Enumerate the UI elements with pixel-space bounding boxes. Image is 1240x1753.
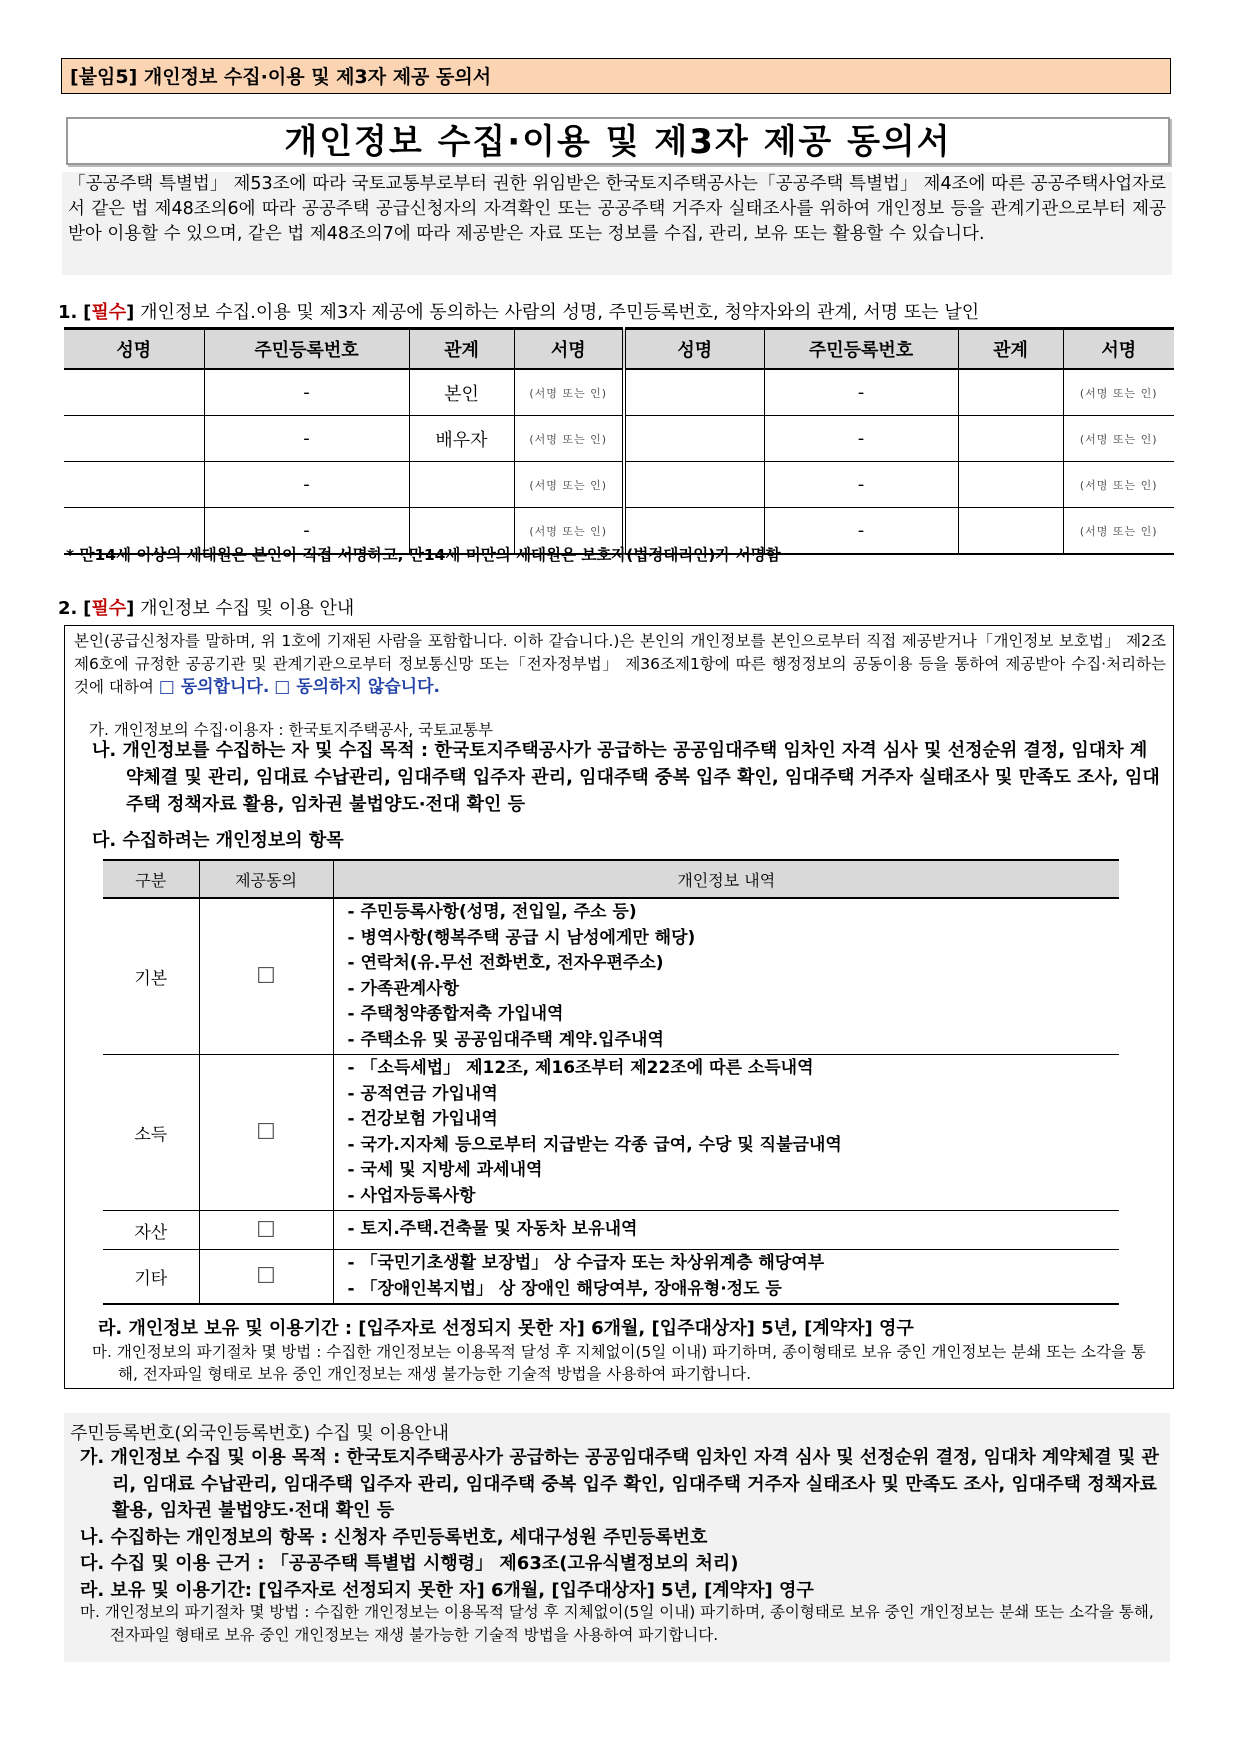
section1-title: 개인정보 수집.이용 및 제3자 제공에 동의하는 사람의 성명, 주민등록번호, 청약자와의 관계, 서명 또는 날인 <box>140 302 980 323</box>
header-name: 성명 <box>64 329 204 370</box>
section2-item-ma <box>92 1341 1164 1385</box>
relation-cell[interactable] <box>409 462 514 508</box>
relation-cell[interactable] <box>958 416 1063 462</box>
header-category: 구분 <box>103 860 199 898</box>
header-relation: 관계 <box>409 329 514 370</box>
section2-heading: 2. [필수] 개인정보 수집 및 이용 안내 <box>58 598 355 619</box>
table-row <box>103 1055 1119 1211</box>
table-header-row <box>103 860 1119 898</box>
signature-cell[interactable]: (서명 또는 인) <box>514 369 624 416</box>
rrn-cell[interactable]: - <box>204 369 409 416</box>
rrn-item-na: 나. 수집하는 개인정보의 항목 : 신청자 주민등록번호, 세대구성원 주민등록번호 <box>80 1526 708 1548</box>
section2-item-ra: 라. 개인정보 보유 및 이용기간 : [입주자로 선정되지 못한 자] 6개월, [입주대상자] 5년, [계약자] 영구 <box>98 1318 914 1339</box>
consent-checkbox[interactable]: ☐ <box>199 1250 333 1305</box>
table-row <box>64 369 1174 416</box>
table-row <box>64 416 1174 462</box>
rrn-cell[interactable]: - <box>204 462 409 508</box>
signature-cell[interactable]: (서명 또는 인) <box>514 462 624 508</box>
list-item: - 토지.주택.건축물 및 자동차 보유내역 <box>347 1219 638 1240</box>
rrn-cell[interactable]: - <box>204 416 409 462</box>
details-cell <box>333 1250 1119 1305</box>
agree-checkbox[interactable]: □ 동의합니다. <box>158 677 270 697</box>
header-rrn: 주민등록번호 <box>764 329 958 370</box>
header-relation: 관계 <box>958 329 1063 370</box>
relation-cell[interactable] <box>958 462 1063 508</box>
table-header-row <box>64 329 1174 370</box>
section2-item-ma-text: 마. 개인정보의 파기절차 몇 방법 : 수집한 개인정보는 이용목적 달성 후 지체없이(5일 이내) 파기하며, 종이형태로 보유 중인 개인정보는 분쇄 또는 소각을 통해, 전자파일 형태로 보유 중인 개인정보는 재생 불가능한 기술적 방법을 사용하여 파기합니다. <box>92 1343 1146 1383</box>
section2-title: 개인정보 수집 및 이용 안내 <box>140 598 355 619</box>
section1-heading <box>58 298 979 324</box>
consent-checkbox[interactable]: ☐ <box>199 1055 333 1211</box>
header-rrn: 주민등록번호 <box>204 329 409 370</box>
signature-cell[interactable]: (서명 또는 인) <box>1063 416 1174 462</box>
table-row <box>103 898 1119 1055</box>
rrn-cell[interactable]: - <box>204 508 409 555</box>
list-item: - 병역사항(행복주택 공급 시 남성에게만 해당) <box>347 927 696 948</box>
rrn-cell[interactable]: - <box>764 369 958 416</box>
list-item: - 국가.지자체 등으로부터 지급받는 각종 급여, 수당 및 직불금내역 <box>347 1134 842 1155</box>
relation-cell[interactable] <box>958 369 1063 416</box>
intro-paragraph: 「공공주택 특별법」 제53조에 따라 국토교통부로부터 권한 위임받은 한국토지주택공사는「공공주택 특별법」 제4조에 따른 공공주택사업자로서 같은 법 제48조의6에 따라 공공주택 공급신청자의 자격확인 또는 공공주택 거주자 실태조사를 위하여 개인정보 등을 관계기관으로부터 제공받아 이용할 수 있으며, 같은 법 제48조의7에 따라 제공받은 자료 또는 정보를 수집, 관리, 보유 또는 활용할 수 있습니다. <box>62 172 1172 275</box>
rrn-item-ma-text: 마. 개인정보의 파기절차 몇 방법 : 수집한 개인정보는 이용목적 달성 후 지체없이(5일 이내) 파기하며, 종이형태로 보유 중인 개인정보는 분쇄 또는 소각을 통해, 전자파일 형태로 보유 중인 개인정보는 재생 불가능한 기술적 방법을 사용하여 파기합니다. <box>80 1603 1154 1644</box>
rrn-item-da: 다. 수집 및 이용 근거 : 「공공주택 특별법 시행령」 제63조(고유식별정보의 처리) <box>80 1553 739 1574</box>
header-signature: 서명 <box>514 329 624 370</box>
rrn-item-ma <box>80 1601 1166 1647</box>
category-cell: 기본 <box>103 898 199 1055</box>
list-item: - 「국민기초생활 보장법」 상 수급자 또는 차상위계층 해당여부 <box>347 1253 825 1273</box>
personal-info-items-table <box>103 859 1119 1305</box>
list-item: - 「장애인복지법」 상 장애인 해당여부, 장애유형·정도 등 <box>347 1278 782 1299</box>
signature-cell[interactable]: (서명 또는 인) <box>514 508 624 555</box>
bracket-open: [ <box>83 302 92 323</box>
signature-cell[interactable]: (서명 또는 인) <box>1063 462 1174 508</box>
list-item: - 사업자등록사항 <box>347 1185 476 1206</box>
required-tag: 필수 <box>91 302 127 323</box>
name-cell[interactable] <box>624 416 764 462</box>
section1-number: 1. <box>58 302 78 323</box>
attachment-label: [붙임5] 개인정보 수집·이용 및 제3자 제공 동의서 <box>61 58 1171 94</box>
name-cell[interactable] <box>624 462 764 508</box>
table-row <box>64 462 1174 508</box>
relation-cell[interactable]: 배우자 <box>409 416 514 462</box>
disagree-checkbox[interactable]: □ 동의하지 않습니다. <box>274 677 440 697</box>
consent-signature-table <box>64 327 1174 555</box>
details-cell <box>333 1055 1119 1211</box>
section2-item-na <box>92 737 1162 818</box>
list-item: - 주민등록사항(성명, 전입일, 주소 등) <box>347 902 637 922</box>
category-cell: 소득 <box>103 1055 199 1211</box>
consent-checkbox[interactable]: ☐ <box>199 1211 333 1250</box>
rrn-item-ra: 라. 보유 및 이용기간: [입주자로 선정되지 못한 자] 6개월, [입주대상자] 5년, [계약자] 영구 <box>80 1579 814 1601</box>
details-cell <box>333 1211 1119 1250</box>
section2-intro <box>74 630 1166 699</box>
rrn-cell[interactable]: - <box>764 508 958 555</box>
section2-item-da: 다. 수집하려는 개인정보의 항목 <box>92 830 344 851</box>
name-cell[interactable] <box>64 369 204 416</box>
rrn-info-list <box>80 1445 1166 1604</box>
table-row <box>103 1250 1119 1305</box>
document-title: 개인정보 수집·이용 및 제3자 제공 동의서 <box>66 117 1170 165</box>
signature-cell[interactable]: (서명 또는 인) <box>1063 508 1174 555</box>
list-item: - 공적연금 가입내역 <box>347 1083 498 1104</box>
header-name: 성명 <box>624 329 764 370</box>
list-item: - 연락처(유.무선 전화번호, 전자우편주소) <box>347 953 664 973</box>
consent-checkbox[interactable]: ☐ <box>199 898 333 1055</box>
section2-item-na-text: 나. 개인정보를 수집하는 자 및 수집 목적 : 한국토지주택공사가 공급하는 공공임대주택 임차인 자격 심사 및 선정순위 결정, 임대차 계약체결 및 관리, 임대료 수납관리, 임대주택 입주자 관리, 임대주택 중복 입주 확인, 임대주택 거주자 실태조사 및 만족도 조사, 임대주택 정책자료 활용, 임차권 불법양도·전대 확인 등 <box>92 740 1160 815</box>
relation-cell[interactable]: 본인 <box>409 369 514 416</box>
signature-cell[interactable]: (서명 또는 인) <box>1063 369 1174 416</box>
bracket-close: ] <box>126 302 135 323</box>
header-consent: 제공동의 <box>199 860 333 898</box>
category-cell: 기타 <box>103 1250 199 1305</box>
required-tag: 필수 <box>91 598 127 619</box>
relation-cell[interactable] <box>958 508 1063 555</box>
header-signature: 서명 <box>1063 329 1174 370</box>
signature-cell[interactable]: (서명 또는 인) <box>514 416 624 462</box>
table-row <box>103 1211 1119 1250</box>
list-item: - 건강보험 가입내역 <box>347 1109 498 1129</box>
name-cell[interactable] <box>64 416 204 462</box>
name-cell[interactable] <box>64 462 204 508</box>
rrn-cell[interactable]: - <box>764 462 958 508</box>
rrn-item-ga: 가. 개인정보 수집 및 이용 목적 : 한국토지주택공사가 공급하는 공공임대주택 임차인 자격 심사 및 선정순위 결정, 임대차 계약체결 및 관리, 임대료 수납관리, 임대주택 입주자 관리, 임대주택 중복 입주 확인, 임대주택 거주자 실태조사 및 만족도 조사, 임대주택 정책자료 활용, 임차권 불법양도·전대 확인 등 <box>80 1447 1159 1521</box>
list-item: - 국세 및 지방세 과세내역 <box>347 1160 543 1180</box>
list-item: - 주택소유 및 공공임대주택 계약.입주내역 <box>347 1029 664 1050</box>
header-details: 개인정보 내역 <box>333 860 1119 898</box>
details-cell <box>333 898 1119 1055</box>
rrn-info-title: 주민등록번호(외국인등록번호) 수집 및 이용안내 <box>70 1423 449 1444</box>
category-cell: 자산 <box>103 1211 199 1250</box>
list-item: - 주택청약종합저축 가입내역 <box>347 1004 564 1024</box>
section2-intro-text: 본인(공급신청자를 말하며, 위 1호에 기재된 사람을 포함합니다. 이하 같습니다.)은 본인의 개인정보를 본인으로부터 직접 제공받거나「개인정보 보호법」 제2조제6호에 규정한 공공기관 및 관계기관으로부터 정보통신망 또는「전자정부법」 제36조제1항에 따른 행정정보의 공동이용 등을 통하여 제공받아 수집·처리하는 것에 대하여 <box>74 632 1166 696</box>
section1-note: * 만14세 이상의 세대원은 본인이 직접 서명하고, 만14세 미만의 세대원은 보호자(법정대리인)가 서명함 <box>66 546 781 564</box>
rrn-cell[interactable]: - <box>764 416 958 462</box>
section2-item-ga: 가. 개인정보의 수집·이용자 : 한국토지주택공사, 국토교통부 <box>89 721 493 739</box>
name-cell[interactable] <box>624 369 764 416</box>
list-item: - 가족관계사항 <box>347 978 460 999</box>
list-item: - 「소득세법」 제12조, 제16조부터 제22조에 따른 소득내역 <box>347 1058 814 1078</box>
section2-number: 2. <box>58 598 78 619</box>
